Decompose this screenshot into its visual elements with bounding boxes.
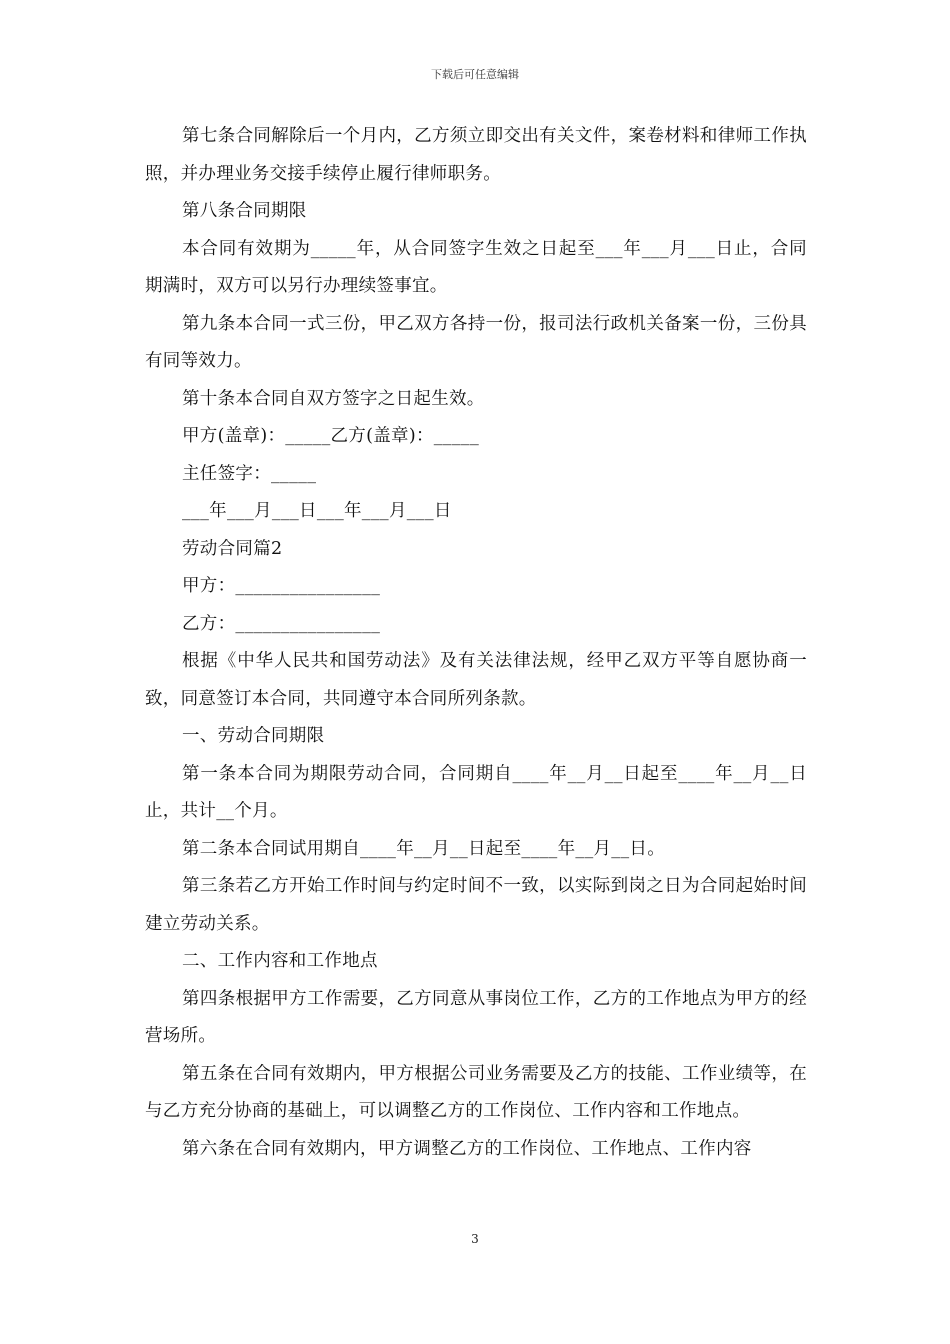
paragraph-article-7: 第七条合同解除后一个月内，乙方须立即交出有关文件，案卷材料和律师工作执照，并办理业务交接手续停止履行律师职务。 [145, 126, 807, 184]
page-number: 3 [471, 1232, 479, 1246]
paragraph-validity-term: 本合同有效期为_____年，从合同签字生效之日起至___年___月___日止，合同期满时，双方可以另行办理续签事宜。 [145, 238, 807, 296]
paragraph-chapter-1-heading: 一、劳动合同期限 [182, 726, 325, 746]
paragraph-party-a: 甲方：________________ [182, 576, 381, 596]
paragraph-director-signature: 主任签字：_____ [182, 463, 317, 484]
paragraph-party-b: 乙方：________________ [182, 613, 381, 634]
paragraph-article-10: 第十条本合同自双方签字之日起生效。 [182, 388, 485, 409]
paragraph-article-8-heading: 第八条合同期限 [182, 201, 307, 221]
document-body [145, 118, 807, 1168]
paragraph-article-3: 第三条若乙方开始工作时间与约定时间不一致，以实际到岗之日为合同起始时间建立劳动关系。 [145, 876, 807, 934]
paragraph-date-line: ___年___月___日___年___月___日 [182, 501, 452, 521]
paragraph-preamble: 根据《中华人民共和国劳动法》及有关法律法规，经甲乙双方平等自愿协商一致，同意签订本合同，共同遵守本合同所列条款。 [145, 651, 807, 709]
paragraph-article-6: 第六条在合同有效期内，甲方调整乙方的工作岗位、工作地点、工作内容 [182, 1138, 752, 1159]
paragraph-article-1: 第一条本合同为期限劳动合同，合同期自____年__月__日起至____年__月__日止，共计__个月。 [145, 763, 807, 821]
paragraph-article-2: 第二条本合同试用期自____年__月__日起至____年__月__日。 [182, 838, 665, 859]
page-header-note: 下载后可任意编辑 [431, 68, 519, 81]
paragraph-article-4: 第四条根据甲方工作需要，乙方同意从事岗位工作，乙方的工作地点为甲方的经营场所。 [145, 988, 807, 1046]
paragraph-article-5: 第五条在合同有效期内，甲方根据公司业务需要及乙方的技能、工作业绩等，在与乙方充分协商的基础上，可以调整乙方的工作岗位、工作内容和工作地点。 [145, 1063, 807, 1121]
paragraph-article-9: 第九条本合同一式三份，甲乙双方各持一份，报司法行政机关备案一份，三份具有同等效力。 [145, 313, 807, 371]
paragraph-section-title: 劳动合同篇2 [182, 538, 283, 559]
paragraph-chapter-2-heading: 二、工作内容和工作地点 [182, 951, 378, 971]
paragraph-seal-line: 甲方(盖章)：_____乙方(盖章)：_____ [182, 426, 480, 446]
